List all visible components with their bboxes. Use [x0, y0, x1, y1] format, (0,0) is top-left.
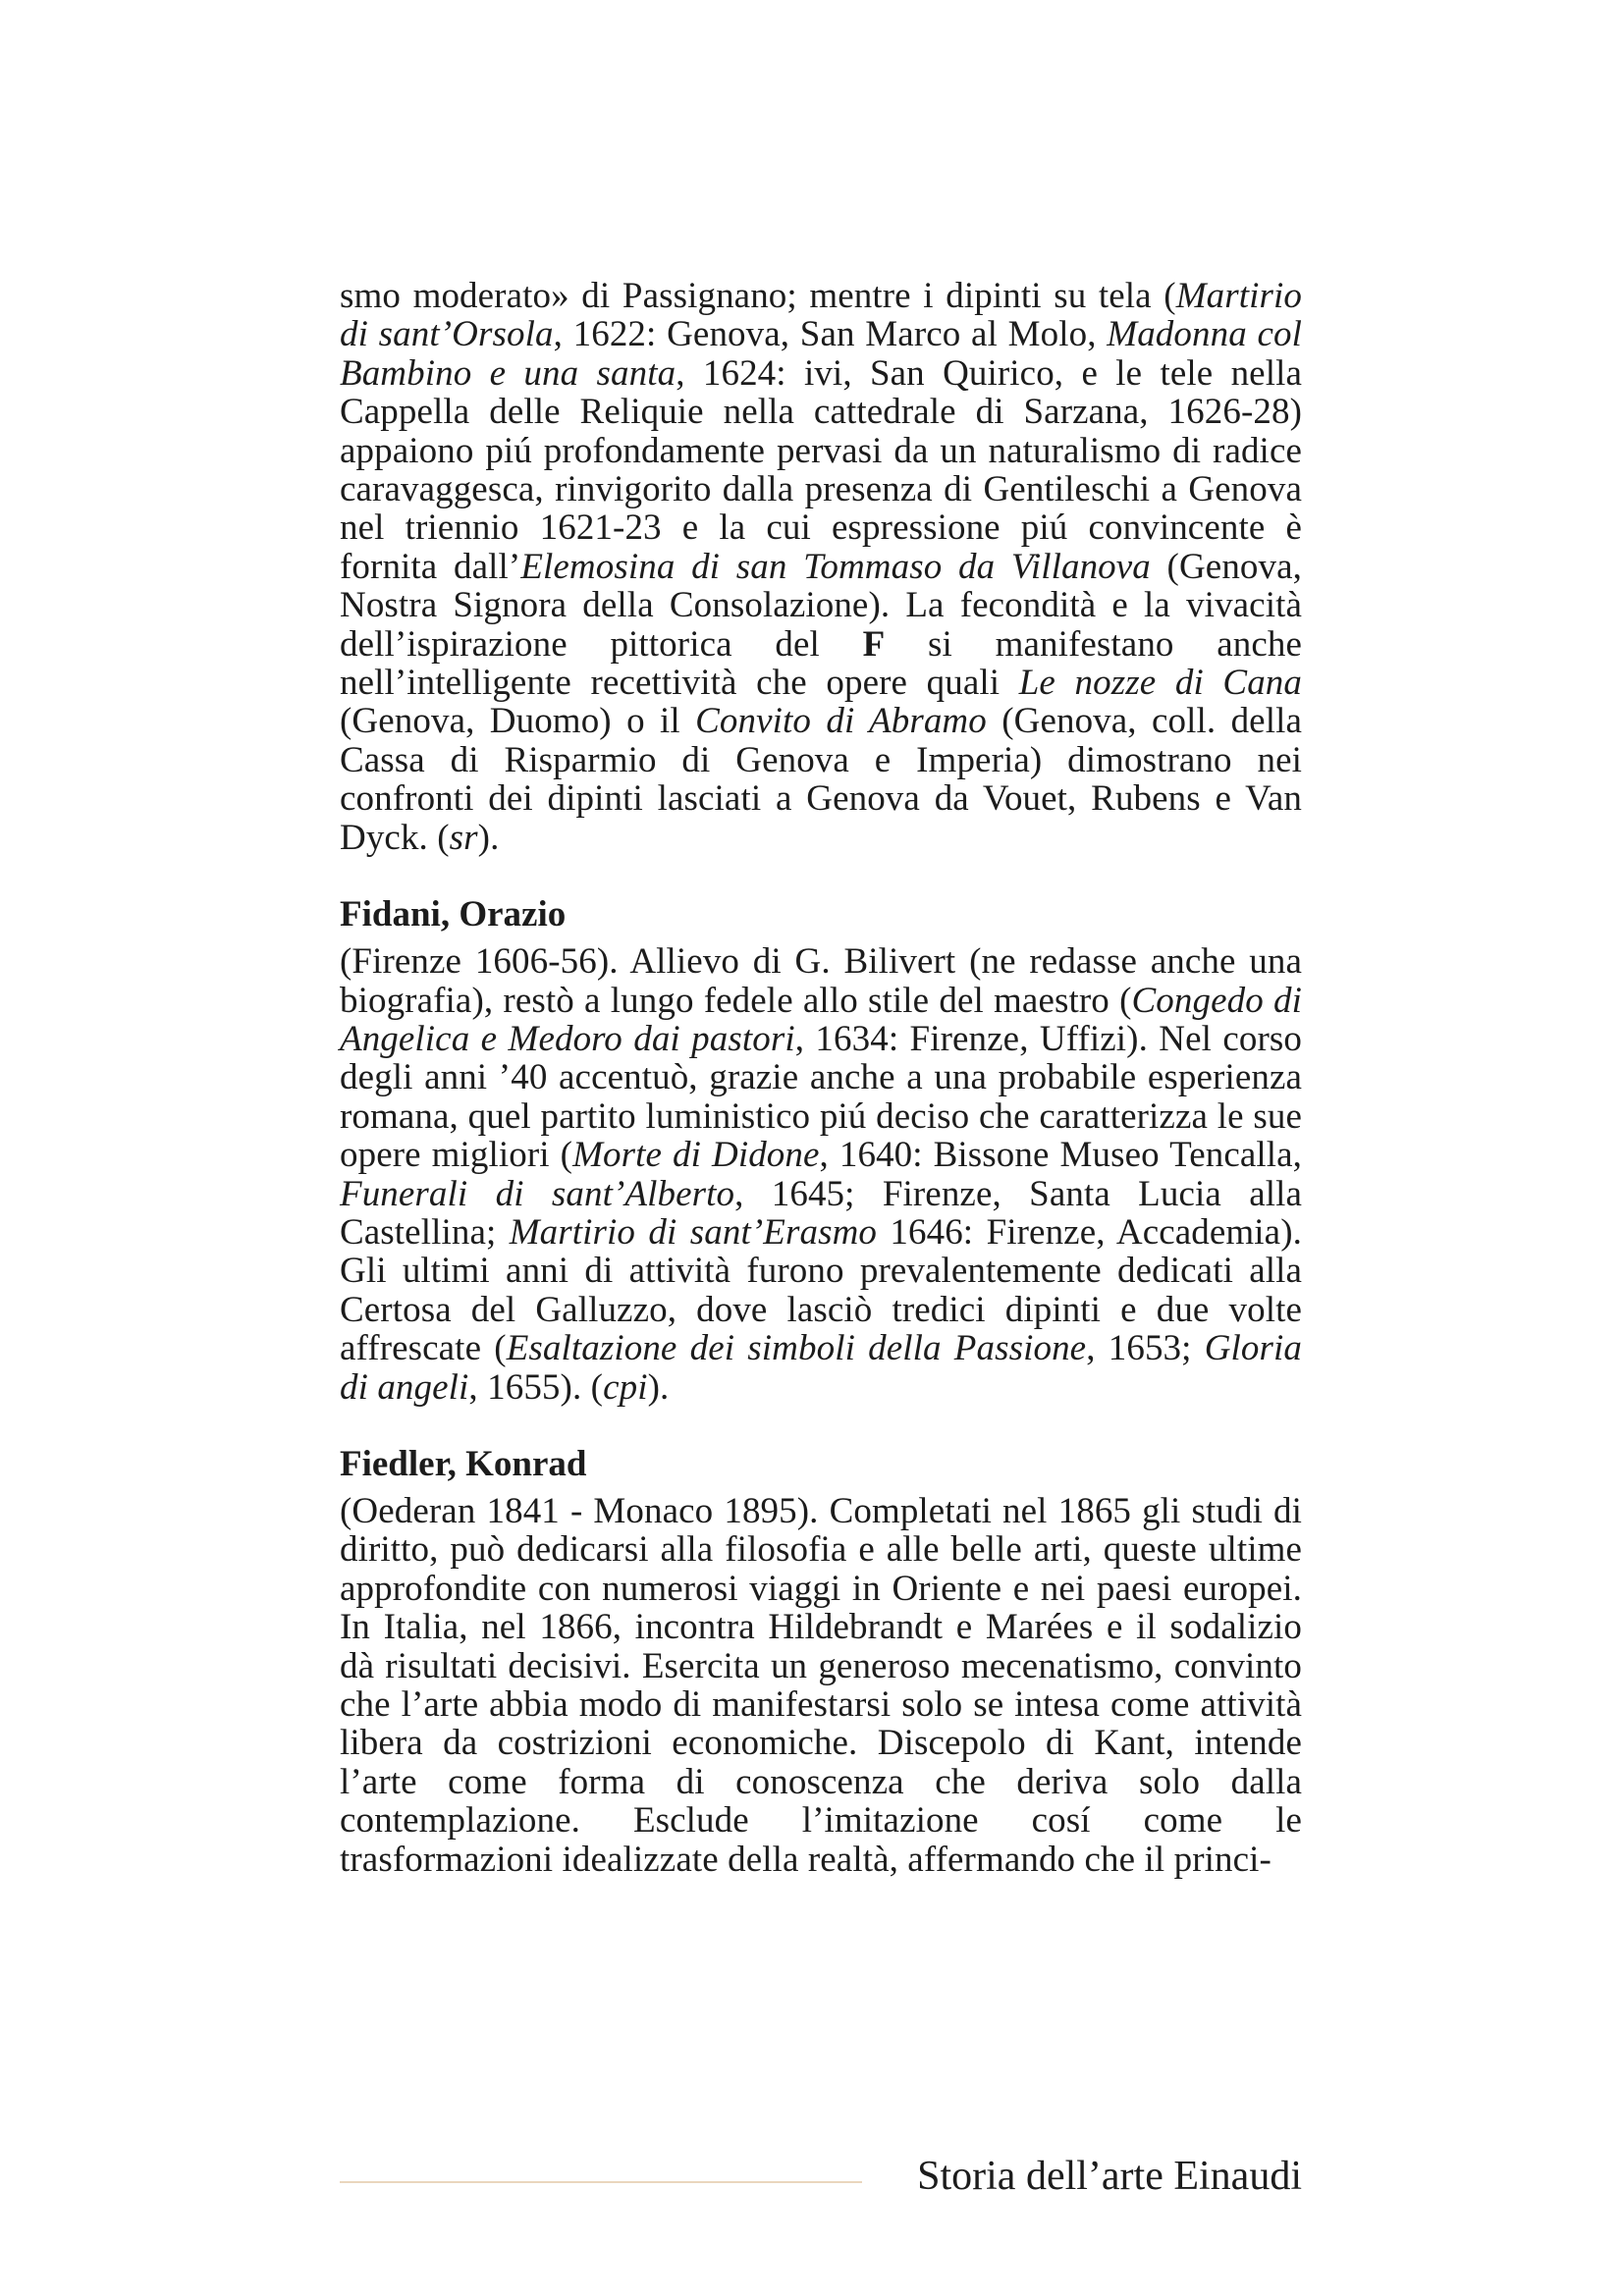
footer-label: Storia dell’arte Einaudi [917, 2154, 1302, 2199]
text-run: ). [477, 817, 500, 858]
entry-text-fidani [340, 942, 1302, 1407]
entry-heading-fidani: Fidani, Orazio [340, 894, 567, 935]
italic-run: Congedo di Angelica e Medoro dai pastori [340, 980, 1302, 1059]
italic-run: Morte di Didone [572, 1135, 820, 1176]
italic-run: Convito di Abramo [695, 701, 987, 742]
italic-run: Elemosina di san Tommaso da Villanova [520, 546, 1151, 587]
text-run: , 1653; [1086, 1328, 1205, 1369]
text-run: smo moderato» di Passignano; mentre i dipinti su tela ( [340, 276, 1176, 316]
italic-run: Funerali di sant’Alberto [340, 1173, 735, 1214]
italic-run: Martirio di sant’Erasmo [509, 1211, 877, 1253]
text-run: si manifestano anche nell’intelligente recettività che opere quali [340, 623, 1303, 704]
text-run: , 1622: Genova, San Marco al Molo, [553, 314, 1108, 355]
bold-run: F [862, 623, 886, 665]
entry-text-fiedler [340, 1492, 1302, 1879]
text-run: , 1640: Bissone Museo Tencalla, [819, 1135, 1302, 1176]
text-run: , 1624: ivi, San Quirico, e le tele nella Cappella delle Reliquie nella cattedrale di Sarzana, 1626-28) appaiono piú profondamente pervasi da un naturalismo di radice caravaggesca, rinvigorito dalla presenza di Gentileschi a Genova nel triennio 1621-23 e la cui espressione piú convincente è fornita dall’ [340, 352, 1302, 587]
italic-run: Madonna col Bambino e una santa [340, 314, 1302, 394]
italic-run: Martirio di sant’Orsola [340, 276, 1302, 355]
text-run: (Firenze 1606-56). Allievo di G. Bilivert (ne redasse anche una biografia), restò a lungo fedele allo stile del maestro ( [340, 941, 1302, 1021]
text-column [340, 277, 1302, 1879]
text-run: 1646: Firenze, Accademia). Gli ultimi anni di attività furono prevalentemente dedicati alla Certosa del Galluzzo, dove lasciò tredici dipinti e due volte affrescate ( [340, 1211, 1302, 1369]
italic-run: Esaltazione dei simboli della Passione [506, 1328, 1087, 1369]
entry-text-continuation [340, 277, 1302, 857]
text-run: (Genova, Nostra Signora della Consolazione). La fecondità e la vivacità dell’ispirazione pittorica del [340, 546, 1302, 665]
italic-run: cpi [603, 1366, 648, 1408]
footer-rule [340, 2181, 862, 2183]
text-run: , 1655). ( [468, 1366, 604, 1408]
entry-heading-fiedler: Fiedler, Konrad [340, 1443, 587, 1484]
text-run: (Genova, coll. della Cassa di Risparmio di Genova e Imperia) dimostrano nei confronti dei dipinti lasciati a Genova da Vouet, Rubens e Van Dyck. ( [340, 701, 1302, 858]
italic-run: Le nozze di Cana [1018, 663, 1302, 704]
text-run: , 1645; Firenze, Santa Lucia alla Castellina; [340, 1173, 1302, 1253]
text-run: , 1634: Firenze, Uffizi). Nel corso degli anni ’40 accentuò, grazie anche a una probabile esperienza romana, quel partito luministico piú deciso che caratterizza le sue opere migliori ( [340, 1018, 1303, 1176]
text-run: (Oederan 1841 - Monaco 1895). Completati nel 1865 gli studi di diritto, può dedicarsi alla filosofia e alle belle arti, queste ultime approfondite con numerosi viaggi in Oriente e nei paesi europei. In Italia, nel 1866, incontra Hildebrandt e Marées e il sodalizio dà risultati decisivi. Esercita un generoso mecenatismo, convinto che l’arte abbia modo di manifestarsi solo se intesa come attività libera da costrizioni economiche. Discepolo di Kant, intende l’arte come forma di conoscenza che deriva solo dalla contemplazione. Esclude l’imitazione cosí come le trasformazioni idealizzate della realtà, affermando che il princi- [340, 1490, 1302, 1880]
text-run: (Genova, Duomo) o il [340, 701, 696, 742]
italic-run: Gloria di angeli [340, 1328, 1302, 1408]
italic-run: sr [449, 817, 478, 858]
text-run: ). [647, 1366, 670, 1408]
